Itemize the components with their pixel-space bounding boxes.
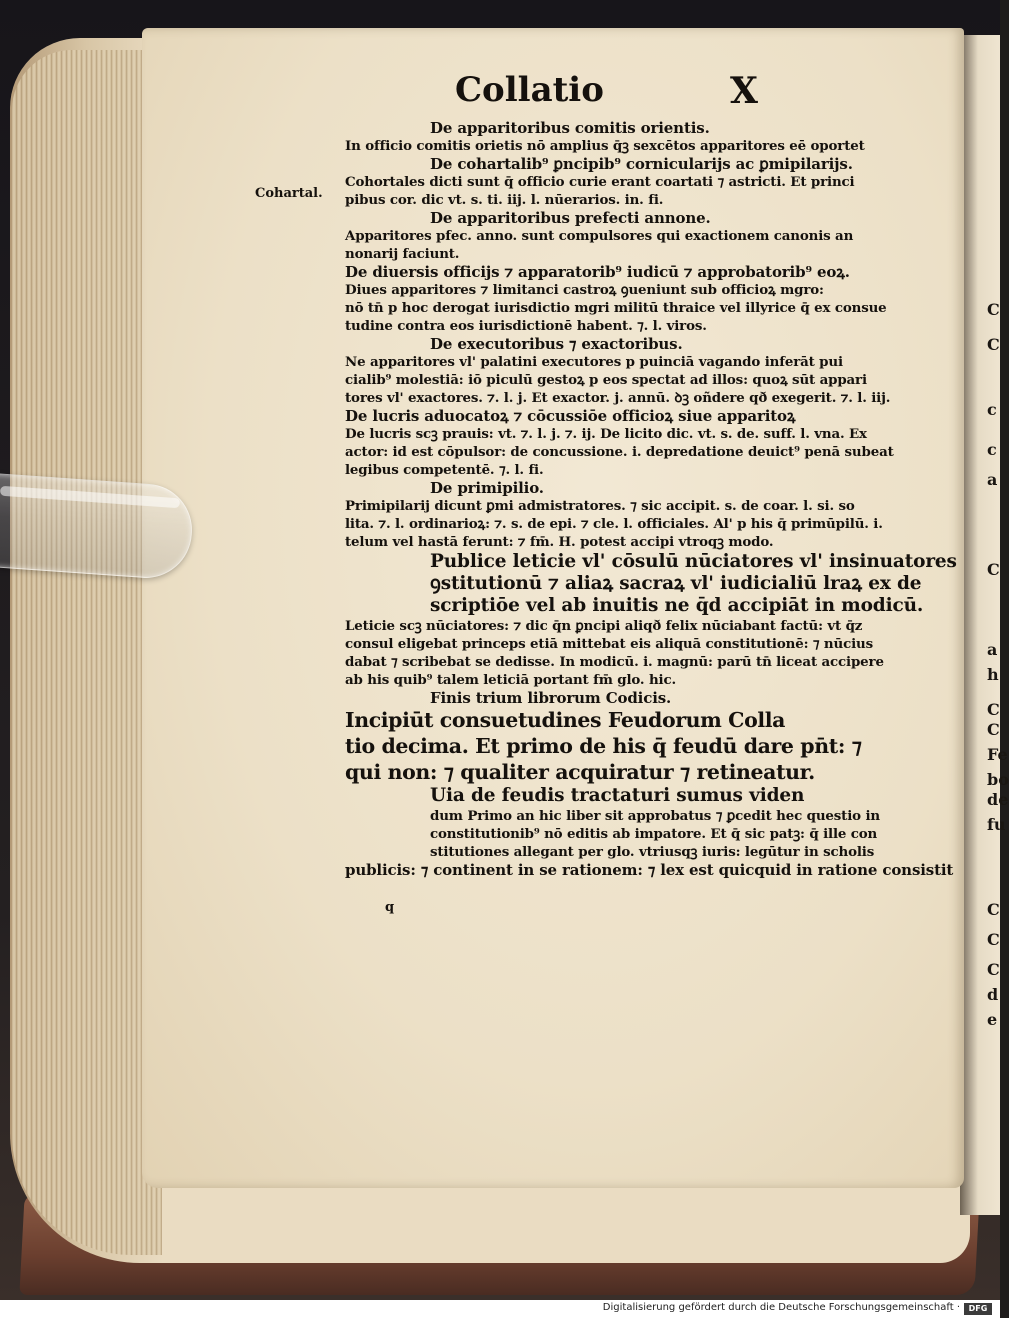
facing-page-fragment: a	[987, 640, 998, 659]
text-line: tudine contra eos iurisdictionē habent. ⁊. l. viros.	[345, 318, 707, 334]
text-line: Publice leticie vl' cōsulū nūciatores vl' insinuatores	[430, 551, 957, 572]
text-line: ꝯstitutionū ⁊ aliaꝝ sacraꝝ vl' iudicialiū lraꝝ ex de	[430, 573, 922, 594]
facing-page-fragment: a	[987, 470, 998, 489]
facing-page-fragment: c	[987, 440, 997, 459]
margin-note: Cohartal.	[255, 186, 323, 201]
text-line: Incipiūt consuetudines Feudorum Colla	[345, 708, 786, 732]
text-line: Cohortales dicti sunt q̄ officio curie erant coartati ⁊ astricti. Et princi	[345, 174, 855, 190]
text-line: Diues apparitores ⁊ limitanci castroꝝ ꝯueniunt sub officioꝝ mgro:	[345, 282, 824, 298]
text-line: legibus competentē. ⁊. l. fi.	[345, 462, 544, 478]
text-line: De executoribus ⁊ exactoribus.	[430, 335, 683, 353]
text-line: Finis trium librorum Codicis.	[430, 689, 672, 707]
page-edges	[12, 50, 162, 1255]
text-line: publicis: ⁊ continent in se rationem: ⁊ lex est quicquid in ratione consistit	[345, 861, 954, 879]
text-line: tio decima. Et primo de his q̄ feudū dare pn̄t: ⁊	[345, 734, 862, 758]
text-line: scriptiōe vel ab inuitis ne q̄d accipiāt in modicū.	[430, 595, 924, 616]
text-line: De apparitoribus comitis orientis.	[430, 119, 710, 137]
text-line: De lucris scꝫ prauis: vt. ⁊. l. j. ⁊. ij. De licito dic. vt. s. de. suff. l. vna. Ex	[345, 426, 867, 442]
text-line: Primipilarij dicunt ꝑmi admistratores. ⁊ sic accipit. s. de coar. l. si. so	[345, 498, 855, 514]
text-line: dabat ⁊ scribebat se dedisse. In modicū. i. magnū: parū tn̄ liceat accipere	[345, 654, 884, 670]
text-block	[345, 119, 957, 879]
text-line: telum vel hastā ferunt: ⁊ fm̄. H. potest accipi vtroqꝫ modo.	[345, 534, 774, 550]
text-line: Ne apparitores vl' palatini executores p puinciā vagando inferāt pui	[345, 354, 843, 370]
facing-page-fragment: C	[987, 930, 1000, 949]
facing-page-fragment: de	[987, 790, 1009, 809]
text-line: nonarij faciunt.	[345, 246, 460, 262]
collatio-number: X	[730, 70, 758, 112]
facing-page-fragment: C	[987, 720, 1000, 739]
text-line: consul eligebat princeps etiā mittebat eis aliquā constitutionē: ⁊ nūcius	[345, 636, 874, 652]
facing-page-fragment: C	[987, 900, 1000, 919]
facing-page-fragment: e	[987, 1010, 998, 1029]
facing-page-fragment: bo	[987, 770, 1009, 789]
facing-page-fragment: C	[987, 700, 1000, 719]
text-line: cialib⁹ molestiā: iō piculū gestoꝝ p eos spectat ad illos: quoꝝ sūt appari	[345, 372, 867, 388]
text-line: In officio comitis orietis nō amplius q̄ꝫ sexcētos apparitores eē oportet	[345, 138, 865, 154]
text-line: De lucris aduocatoꝝ ⁊ cōcussiōe officioꝝ siue apparitoꝝ	[345, 407, 796, 425]
page-header	[455, 70, 815, 120]
facing-page-fragment: C	[987, 560, 1000, 579]
text-line: ab his quib⁹ talem leticiā portant fm̄ glo. hic.	[345, 672, 676, 688]
facing-page-fragment: C	[987, 960, 1000, 979]
text-line: De cohartalib⁹ ꝑncipib⁹ cornicularijs ac ꝑmipilarijs.	[430, 155, 853, 173]
facing-page-fragment: h	[987, 665, 999, 684]
facing-page-fragment: fu	[987, 815, 1006, 834]
facing-page-fragment: C	[987, 335, 1000, 354]
text-line: Apparitores pfec. anno. sunt compulsores qui exactionem canonis an	[345, 228, 854, 244]
dfg-credit: Digitalisierung gefördert durch die Deutsche Forschungsgemeinschaft ·	[602, 1302, 960, 1313]
facing-page-fragment: C	[987, 300, 1000, 319]
text-line: De diuersis officijs ⁊ apparatorib⁹ iudicū ⁊ approbatorib⁹ eoꝝ.	[345, 263, 850, 281]
facing-page-fragment: d	[987, 985, 999, 1004]
signature-mark: q	[385, 900, 395, 915]
text-line: actor: id est cōpulsor: de concussione. i. depredatione deuict⁹ penā subeat	[345, 444, 894, 460]
text-line: lita. ⁊. l. ordinarioꝝ: ⁊. s. de epi. ⁊ cle. l. officiales. Al' p his q̄ primūpilū. i.	[345, 516, 883, 532]
text-line: tores vl' exactores. ⁊. l. j. Et exactor. j. annū. ꝺꝫ oñdere qð exegerit. ⁊. l. iij.	[345, 390, 891, 406]
text-line: De apparitoribus prefecti annone.	[430, 209, 711, 227]
facing-page-fragment: Fe	[987, 745, 1008, 764]
facing-page-edge	[960, 35, 1009, 1215]
text-line: qui non: ⁊ qualiter acquiratur ⁊ retineatur.	[345, 760, 815, 784]
text-line: Uia de feudis tractaturi sumus viden	[430, 785, 805, 806]
text-line: De primipilio.	[430, 479, 544, 497]
dfg-logo: DFG	[964, 1303, 992, 1315]
text-line: constitutionib⁹ nō editis ab impatore. Et q̄ sic patꝫ: q̄ ille con	[430, 826, 878, 842]
text-line: dum Primo an hic liber sit approbatus ⁊ ꝑcedit hec questio in	[430, 808, 880, 824]
text-line: stitutiones allegant per glo. vtriusqꝫ iuris: legūtur in scholis	[430, 844, 875, 860]
running-title: Collatio	[455, 70, 604, 110]
text-line: nō tn̄ p hoc derogat iurisdictio mgri militū thraice vel illyrice q̄ ex consue	[345, 300, 887, 316]
text-line: Leticie scꝫ nūciatores: ⁊ dic q̄n ꝑncipi aliqð felix nūciabant factū: vt q̄z	[345, 618, 863, 634]
facing-page-fragment: c	[987, 400, 997, 419]
text-line: pibus cor. dic vt. s. ti. iij. l. nūerarios. in. fi.	[345, 192, 664, 208]
